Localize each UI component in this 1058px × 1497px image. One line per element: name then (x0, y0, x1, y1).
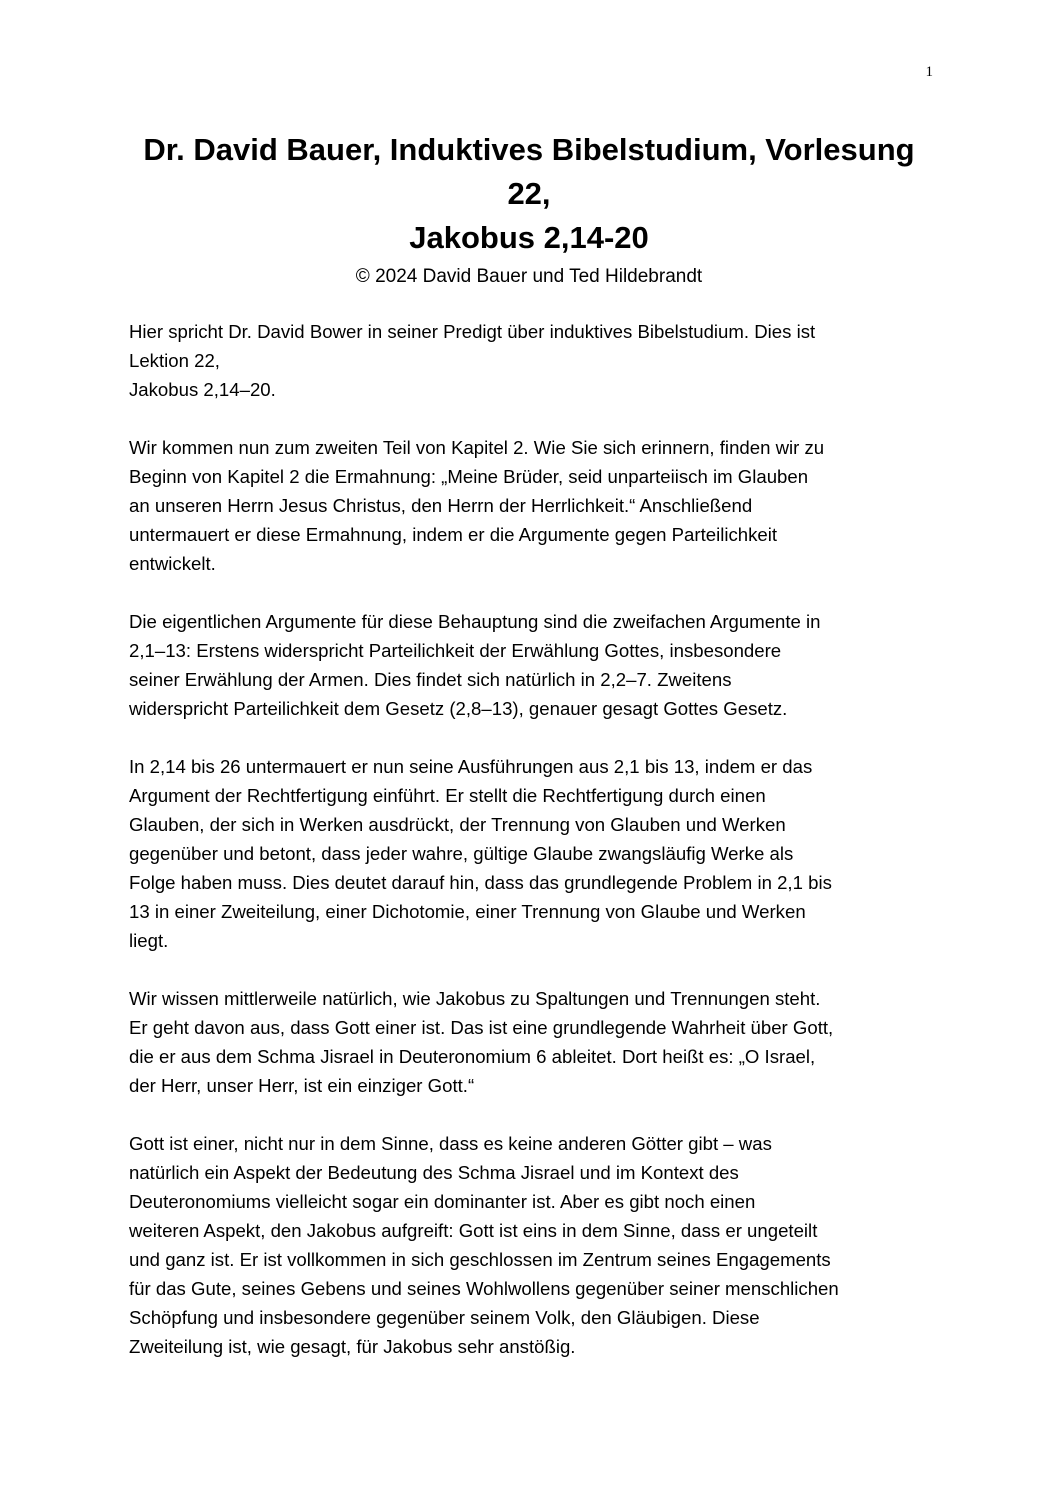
text-line: Schöpfung und insbesondere gegenüber seinem Volk, den Gläubigen. Diese (129, 1307, 760, 1328)
paragraph (129, 317, 929, 404)
body-text (129, 317, 929, 1390)
copyright-notice: © 2024 David Bauer und Ted Hildebrandt (355, 266, 703, 287)
text-line: an unseren Herrn Jesus Christus, den Herrn der Herrlichkeit.“ Anschließend (129, 495, 753, 516)
page-number: 1 (925, 64, 933, 80)
text-line: entwickelt. (129, 553, 216, 574)
text-line: 2,1–13: Erstens widerspricht Parteilichkeit der Erwählung Gottes, insbesondere (129, 640, 782, 661)
text-line: seiner Erwählung der Armen. Dies findet sich natürlich in 2,2–7. Zweitens (129, 669, 732, 690)
text-line: Hier spricht Dr. David Bower in seiner Predigt über induktives Bibelstudium. Dies ist (129, 321, 816, 342)
text-line: Deuteronomiums vielleicht sogar ein dominanter ist. Aber es gibt noch einen (129, 1191, 756, 1212)
text-line: die er aus dem Schma Jisrael in Deuteronomium 6 ableitet. Dort heißt es: „O Israel, (129, 1046, 816, 1067)
paragraph (129, 607, 929, 723)
text-line: Beginn von Kapitel 2 die Ermahnung: „Meine Brüder, seid unparteiisch im Glauben (129, 466, 809, 487)
text-line: Die eigentlichen Argumente für diese Behauptung sind die zweifachen Argumente in (129, 611, 821, 632)
text-line: Wir kommen nun zum zweiten Teil von Kapitel 2. Wie Sie sich erinnern, finden wir zu (129, 437, 825, 458)
text-line: Er geht davon aus, dass Gott einer ist. Das ist eine grundlegende Wahrheit über Gott, (129, 1017, 834, 1038)
paragraph (129, 1129, 929, 1361)
document-title (128, 128, 930, 260)
paragraph (129, 752, 929, 955)
text-line: Folge haben muss. Dies deutet darauf hin, dass das grundlegende Problem in 2,1 bis (129, 872, 832, 893)
text-line: Jakobus 2,14–20. (129, 379, 276, 400)
text-line: und ganz ist. Er ist vollkommen in sich geschlossen im Zentrum seines Engagements (129, 1249, 831, 1270)
text-line: Glauben, der sich in Werken ausdrückt, der Trennung von Glauben und Werken (129, 814, 786, 835)
text-line: untermauert er diese Ermahnung, indem er die Argumente gegen Parteilichkeit (129, 524, 778, 545)
paragraph (129, 433, 929, 578)
text-line: Gott ist einer, nicht nur in dem Sinne, dass es keine anderen Götter gibt – was (129, 1133, 772, 1154)
text-line: Zweiteilung ist, wie gesagt, für Jakobus sehr anstößig. (129, 1336, 576, 1357)
text-line: liegt. (129, 930, 169, 951)
title-line: 22, (507, 176, 551, 211)
text-line: natürlich ein Aspekt der Bedeutung des Schma Jisrael und im Kontext des (129, 1162, 739, 1183)
paragraph (129, 984, 929, 1100)
title-line: Jakobus 2,14-20 (409, 220, 649, 255)
text-line: gegenüber und betont, dass jeder wahre, gültige Glaube zwangsläufig Werke als (129, 843, 794, 864)
text-line: Argument der Rechtfertigung einführt. Er stellt die Rechtfertigung durch einen (129, 785, 766, 806)
title-line: Dr. David Bauer, Induktives Bibelstudium, Vorlesung (143, 132, 915, 167)
text-line: 13 in einer Zweiteilung, einer Dichotomie, einer Trennung von Glaube und Werken (129, 901, 806, 922)
text-line: Wir wissen mittlerweile natürlich, wie Jakobus zu Spaltungen und Trennungen steht. (129, 988, 821, 1009)
text-line: Lektion 22, (129, 350, 220, 371)
text-line: In 2,14 bis 26 untermauert er nun seine Ausführungen aus 2,1 bis 13, indem er das (129, 756, 813, 777)
text-line: widerspricht Parteilichkeit dem Gesetz (2,8–13), genauer gesagt Gottes Gesetz. (129, 698, 788, 719)
title-block (128, 128, 930, 290)
text-line: für das Gute, seines Gebens und seines Wohlwollens gegenüber seiner menschlichen (129, 1278, 839, 1299)
text-line: weiteren Aspekt, den Jakobus aufgreift: Gott ist eins in dem Sinne, dass er ungeteilt (129, 1220, 818, 1241)
text-line: der Herr, unser Herr, ist ein einziger Gott.“ (129, 1075, 475, 1096)
